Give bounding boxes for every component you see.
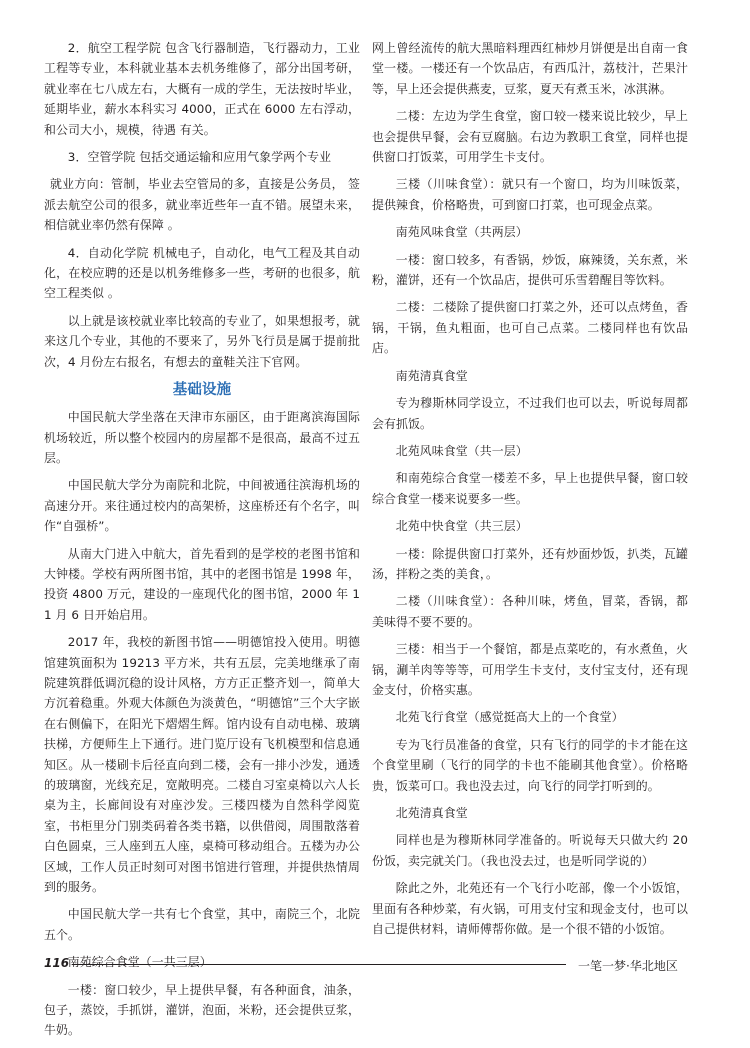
canteen-subheading: 南苑综合食堂（一共三层） [67, 955, 212, 970]
paragraph: 2017 年，我校的新图书馆——明德馆投入使用。明德馆建筑面积为 19213 平方米，共有五层，完美地继承了南院建筑群低调沉稳的设计风格，方方正正整齐划一，简单大方沉着稳重。外观大体颜色为淡黄色，“明德馆”三个大字嵌在右侧偏下，在阳光下熠熠生辉。馆内设有自动电梯、玻璃扶梯，方便师生上下通行。进门览厅设有飞机模型和信息通知区。从一楼刷卡后径直向到二楼，会有一排小沙发，通透的玻璃窗，光线充足，宽敞明亮。二楼自习室桌椅以六人长桌为主，长廊间设有对座沙发。三楼四楼为自然科学阅览室，书柜里分门别类码着各类书籍，以供借阅，周围散落着白色圆桌，三人座到五人座，桌椅可移动组合。五楼为办公区域，工作人员正时刻可对图书馆进行管理，并提供热情周到的服务。 [44, 635, 360, 895]
paragraph: 和南苑综合食堂一楼差不多，早上也提供早餐，窗口较综合食堂一楼来说要多一些。 [372, 471, 688, 506]
paragraph: 三楼（川味食堂）：就只有一个窗口，均为川味饭菜，提供辣食，价格略贵，可到窗口打菜，也可现金点菜。 [372, 177, 688, 212]
paragraph: 4．自动化学院 机械电子，自动化，电气工程及其自动化，在校应聘的还是以机务维修多一些，考研的也很多，航空工程类似 。 [44, 245, 360, 301]
paragraph: 一楼：窗口较少，早上提供早餐，有各种面食，油条，包子，蒸饺，手抓饼，灌饼，泡面，米粉，还会提供豆浆，牛奶。 [44, 982, 360, 1038]
paragraph: 同样也是为穆斯林同学准备的。听说每天只做大约 20 份饭，卖完就关门。（我也没去过，也是听同学说的） [372, 833, 688, 868]
paragraph: 二楼：二楼除了提供窗口打菜之外，还可以点烤鱼，香锅，干锅，鱼丸粗面，也可自己点菜。二楼同样也有饮品店。 [372, 300, 688, 356]
canteen-subheading: 南苑清真食堂 [395, 368, 468, 383]
paragraph: 2．航空工程学院 包含飞行器制造，飞行器动力，工业工程等专业，本科就业基本去机务维修了，部分出国考研，就业率在七八成左右，大概有一成的学生，无法按时毕业，延期毕业，薪水本科实习 4000，正式在 6000 左右浮动，和公司大小，规模，待遇 有关。 [44, 41, 360, 137]
paragraph: 三楼：相当于一个餐馆，都是点菜吃的，有水煮鱼，火锅，涮羊肉等等等，可用学生卡支付，支付宝支付，还有现金支付，价格实惠。 [372, 642, 688, 697]
paragraph: 二楼（川味食堂）：各种川味，烤鱼，冒菜，香锅，都美味得不要不要的。 [372, 594, 688, 629]
canteen-subheading: 北苑清真食堂 [395, 806, 468, 820]
paragraph: 中国民航大学分为南院和北院，中间被通往滨海机场的高速分开。来往通过校内的高架桥，这座桥还有个名字，叫作“自强桥”。 [44, 478, 360, 534]
page-number: 116 [44, 956, 70, 970]
section-heading: 基础设施 [172, 382, 232, 399]
footer-divider [72, 964, 566, 965]
canteen-subheading: 南苑风味食堂（共两层） [395, 225, 528, 240]
paragraph: 专为穆斯林同学设立，不过我们也可以去，听说每周都会有抓饭。 [372, 396, 688, 431]
paragraph: 从南大门进入中航大，首先看到的是学校的老图书馆和大钟楼。学校有两所图书馆，其中的老图书馆是 1998 年，投资 4800 万元，建设的一座现代化的图书馆，2000 年 11 月 6 日开始启用。 [44, 546, 360, 622]
canteen-subheading: 北苑风味食堂（共一层） [395, 443, 528, 458]
paragraph: 二楼：左边为学生食堂，窗口较一楼来说比较少，早上也会提供早餐，会有豆腐脑。右边为教职工食堂，同样也提供窗口打饭菜，可用学生卡支付。 [372, 109, 688, 165]
paragraph: 中国民航大学一共有七个食堂，其中，南院三个，北院五个。 [44, 907, 360, 942]
paragraph: 3．空管学院 包括交通运输和应用气象学两个专业 [67, 150, 332, 165]
paragraph: 中国民航大学坐落在天津市东丽区，由于距离滨海国际机场较近，所以整个校园内的房屋都不是很高，最高不过五层。 [44, 410, 360, 465]
paragraph: 除此之外，北苑还有一个飞行小吃部，像一个小饭馆，里面有各种炒菜，有火锅，可用支付宝和现金支付，也可以自己提供材料，请师傅帮你做。是一个很不错的小饭馆。 [372, 881, 688, 937]
left-column [44, 38, 360, 1048]
right-column [372, 38, 688, 946]
canteen-subheading: 北苑飞行食堂（感觉挺高大上的一个食堂） [395, 710, 624, 725]
paragraph: 专为飞行员准备的食堂，只有飞行的同学的卡才能在这个食堂里刷（飞行的同学的卡也不能刷其他食堂）。价格略贵，饭菜可口。我也没去过，向飞行的同学打听到的。 [372, 737, 688, 793]
paragraph: 网上曾经流传的航大黑暗料理西红柿炒月饼便是出自南一食堂一楼。一楼还有一个饮品店，有西瓜汁，荔枝汁，芒果汁等，早上还会提供燕麦，豆浆，夏天有煮玉米，冰淇淋。 [372, 41, 688, 96]
paragraph: 一楼：窗口较多，有香锅，炒饭，麻辣烫，关东煮，米粉，灌饼，还有一个饮品店，提供可乐雪碧醒目等饮料。 [372, 252, 688, 288]
footer-brand: 一笔一梦·华北地区 [578, 959, 678, 973]
paragraph: 以上就是该校就业率比较高的专业了，如果想报考，就来这几个专业，其他的不要来了，另外飞行员是属于提前批次，4 月份左右报名，有想去的童鞋关注下官网。 [44, 313, 360, 369]
paragraph: 就业方向：管制，毕业去空管局的多，直接是公务员， 签派去航空公司的很多，就业率近些年一直不错。展望未来，相信就业率仍然有保障 。 [44, 177, 360, 233]
canteen-subheading: 北苑中快食堂（共三层） [395, 519, 528, 534]
paragraph: 一楼：除提供窗口打菜外，还有炒面炒饭，扒类，瓦罐汤，拌粉之类的美食，。 [372, 546, 688, 581]
